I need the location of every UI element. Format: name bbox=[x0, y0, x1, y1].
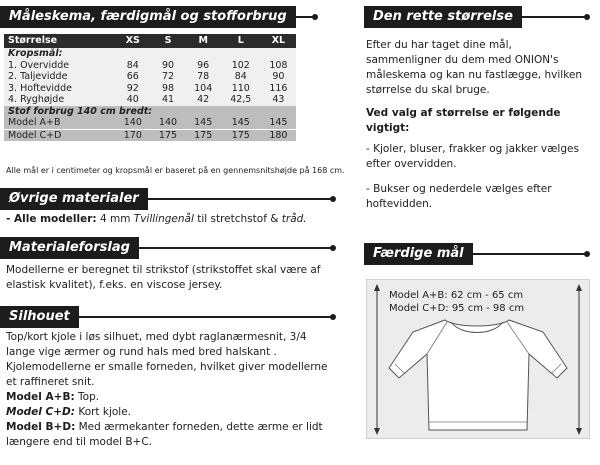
size-table bbox=[4, 34, 296, 141]
cell: 40 bbox=[126, 94, 139, 105]
right-size-header bbox=[364, 6, 590, 28]
table-row bbox=[4, 60, 296, 72]
model-cd-label: Model C+D: bbox=[6, 406, 75, 418]
model-bd-text: Med ærmekanter forneden, dette ærme er lidt længere end til model B+C. bbox=[6, 421, 323, 448]
cell: 90 bbox=[272, 71, 285, 82]
cell: 145 bbox=[186, 117, 221, 129]
cell: 140 bbox=[150, 117, 185, 129]
right-size-text bbox=[366, 38, 590, 212]
header-rule bbox=[473, 253, 585, 255]
table-row bbox=[4, 94, 296, 106]
row-label: 3. Hoftevidde bbox=[8, 82, 72, 94]
row-label: Model C+D bbox=[4, 129, 115, 141]
header-dot bbox=[312, 14, 318, 20]
needle-type: Tvillingenål bbox=[133, 213, 194, 225]
needle-purpose: til stretchstof & bbox=[197, 213, 279, 225]
model-cd-text: Kort kjole. bbox=[78, 406, 132, 418]
cell: 175 bbox=[221, 129, 261, 141]
cell: 90 bbox=[161, 59, 175, 71]
right-size-bullet-2: - Bukser og nederdele vælges efter hoftevidden. bbox=[366, 183, 552, 210]
cell: 41 bbox=[161, 94, 175, 105]
all-models-label: - Alle modeller: bbox=[6, 213, 97, 225]
header-dot bbox=[330, 196, 336, 202]
table-row bbox=[4, 83, 296, 95]
cell: 42,5 bbox=[230, 94, 252, 105]
cell: 175 bbox=[186, 129, 221, 141]
table-row bbox=[4, 117, 296, 129]
silhouette-title: Silhouet bbox=[0, 306, 79, 328]
header-dot bbox=[330, 245, 336, 251]
cell: 108 bbox=[269, 59, 288, 71]
fabric-group-label: Stof forbrug 140 cm bredt: bbox=[4, 106, 296, 118]
garment-body-outline bbox=[389, 320, 567, 430]
silhouette-intro: Top/kort kjole i løs silhuet, med dybt raglanærmesnit, 3/4 lange vige ærmer og rund hals med bred halskant . Kjolemodellerne er smalle forneden, hvilket giver modellerne et raffineret snit. bbox=[6, 331, 328, 388]
row-label: 4. Ryghøjde bbox=[8, 94, 65, 105]
body-group-label: Kropsmål: bbox=[8, 48, 63, 59]
thread-text: tråd. bbox=[281, 213, 307, 225]
cell: 175 bbox=[150, 129, 185, 141]
size-header-label: Størrelse bbox=[8, 35, 58, 46]
other-materials-header bbox=[0, 188, 336, 210]
silhouette-text bbox=[6, 330, 336, 450]
size-chart-header bbox=[0, 6, 318, 28]
cell: 96 bbox=[197, 59, 210, 71]
body-group-row bbox=[4, 48, 296, 60]
finished-measurements-figure bbox=[366, 279, 590, 439]
cell: 145 bbox=[221, 117, 261, 129]
cell: 98 bbox=[161, 82, 175, 94]
header-rule bbox=[79, 316, 331, 318]
cell: 145 bbox=[261, 117, 296, 129]
model-ab-label: Model A+B: bbox=[6, 391, 75, 403]
header-rule bbox=[139, 247, 331, 249]
model-bd-label: Model B+D: bbox=[6, 421, 76, 433]
other-materials-text bbox=[6, 212, 336, 227]
cell: 104 bbox=[194, 82, 213, 94]
header-rule bbox=[522, 16, 585, 18]
table-row bbox=[4, 129, 296, 141]
size-table-header-row bbox=[4, 34, 296, 48]
cell: 72 bbox=[161, 71, 175, 82]
header-rule bbox=[296, 16, 313, 18]
row-label: 2. Taljevidde bbox=[8, 71, 68, 82]
right-size-choice-heading: Ved valg af størrelse er følgende vigtigt: bbox=[366, 107, 561, 134]
model-ab-text: Top. bbox=[78, 391, 100, 403]
cell: 170 bbox=[115, 129, 150, 141]
size-header-xl: XL bbox=[271, 35, 286, 46]
header-dot bbox=[584, 14, 590, 20]
cell: 180 bbox=[261, 129, 296, 141]
fabric-group-row bbox=[4, 106, 296, 118]
size-table-footnote: Alle mål er i centimeter og kropsmål er baseret på en gennemsnitshøjde på 168 cm. bbox=[6, 166, 345, 175]
cell: 42 bbox=[197, 94, 210, 105]
header-dot bbox=[330, 314, 336, 320]
model-bd-line bbox=[6, 420, 336, 450]
silhouette-header bbox=[0, 306, 336, 328]
size-header-xs: XS bbox=[125, 35, 140, 46]
needle-size: 4 mm bbox=[99, 213, 131, 225]
size-chart-title: Måleskema, færdigmål og stofforbrug bbox=[0, 6, 296, 28]
finished-line-cd: Model C+D: 95 cm - 98 cm bbox=[389, 303, 525, 314]
model-ab-line bbox=[6, 390, 336, 405]
finished-line-ab: Model A+B: 62 cm - 65 cm bbox=[389, 290, 524, 301]
size-header-s: S bbox=[164, 35, 172, 46]
finished-measurements-header bbox=[364, 243, 590, 265]
model-cd-line bbox=[6, 405, 336, 420]
cell: 102 bbox=[231, 59, 250, 71]
arrow-top-right-icon bbox=[576, 284, 582, 291]
other-materials-title: Øvrige materialer bbox=[0, 188, 148, 210]
material-suggestion-text: Modellerne er beregnet til strikstof (strikstoffet skal være af elastisk kvalitet), f.eks. en viscose jersey. bbox=[6, 264, 321, 291]
right-size-title: Den rette størrelse bbox=[364, 6, 522, 28]
row-label: Model A+B bbox=[4, 117, 115, 129]
right-size-intro: Efter du har taget dine mål, sammenligner du dem med ONION's måleskema og kan nu fastlægge, hvilken størrelse du skal bruge. bbox=[366, 39, 583, 96]
table-row bbox=[4, 71, 296, 83]
garment-illustration bbox=[367, 280, 589, 438]
finished-measurements-title: Færdige mål bbox=[364, 243, 473, 265]
size-header-m: M bbox=[198, 35, 208, 46]
header-dot bbox=[584, 251, 590, 257]
cell: 78 bbox=[197, 71, 210, 82]
cell: 84 bbox=[234, 71, 247, 82]
cell: 66 bbox=[126, 71, 139, 82]
row-label: 1. Overvidde bbox=[8, 59, 70, 71]
header-rule bbox=[148, 198, 331, 200]
size-header-l: L bbox=[237, 35, 244, 46]
cell: 92 bbox=[126, 82, 139, 94]
right-size-bullet-1: - Kjoler, bluser, frakker og jakker vælges efter overvidden. bbox=[366, 143, 579, 170]
arrow-bottom-right-icon bbox=[576, 428, 582, 435]
cell: 110 bbox=[231, 82, 250, 94]
arrow-top-icon bbox=[374, 284, 380, 291]
arrow-bottom-icon bbox=[374, 428, 380, 435]
cell: 116 bbox=[269, 82, 288, 94]
material-suggestion-header bbox=[0, 237, 336, 259]
cell: 43 bbox=[272, 94, 285, 105]
material-suggestion-title: Materialeforslag bbox=[0, 237, 139, 259]
cell: 140 bbox=[115, 117, 150, 129]
cell: 84 bbox=[126, 59, 139, 71]
